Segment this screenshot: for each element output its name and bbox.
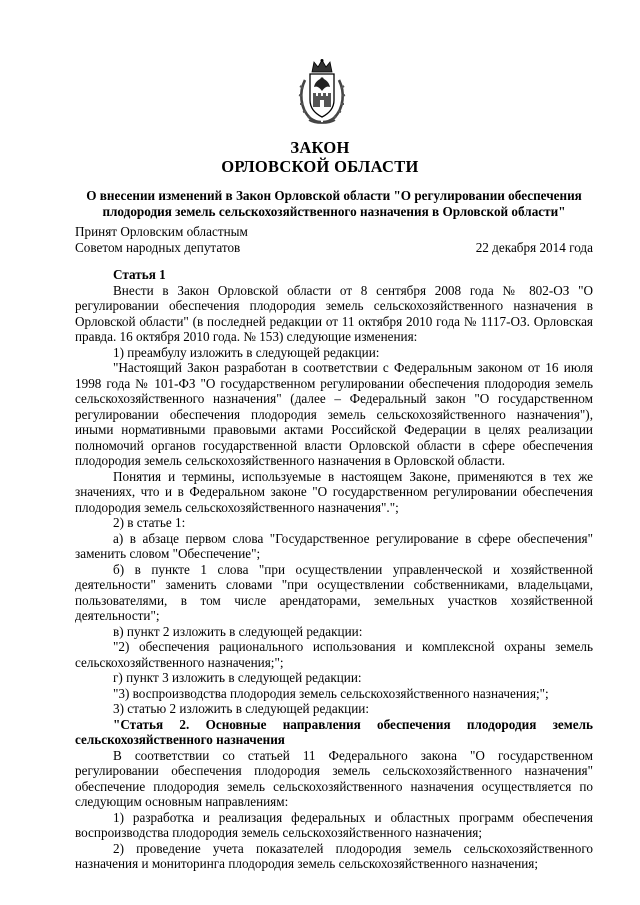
adopted-by-line1: Принят Орловским областным bbox=[75, 224, 248, 239]
paragraph: "Настоящий Закон разработан в соответствии с Федеральным законом от 16 июля 1998 года № 101-ФЗ "О государственном регулировании обеспечения плодородия земель сельскохозяйственного назначения" (далее – Федеральный закон "О государственном регулировании обеспечения плодородия земель сельскохозяйственного назначения"), иными нормативными правовыми актами Российской Федерации в целях реализации полномочий органов государственной власти Орловской области в сфере обеспечения плодородия земель сельскохозяйственного назначения в Орловской области. bbox=[75, 360, 593, 468]
law-subject-line2: плодородия земель сельскохозяйственного назначения в Орловской области" bbox=[102, 204, 566, 219]
paragraph: 1) разработка и реализация федеральных и областных программ обеспечения воспроизводства плодородия земель сельскохозяйственного назначения; bbox=[75, 809, 593, 840]
law-title bbox=[0, 138, 640, 176]
paragraph: "3) воспроизводства плодородия земель сельскохозяйственного назначения;"; bbox=[113, 685, 549, 701]
paragraph: В соответствии со статьей 11 Федерального закона "О государственном регулировании обеспечения плодородия земель сельскохозяйственного назначения" обеспечение плодородия земель сельскохозяйственного назначения осуществляется по следующим основным направлениям: bbox=[75, 747, 593, 809]
law-subject-line1: О внесении изменений в Закон Орловской области "О регулировании обеспечения bbox=[86, 188, 582, 203]
paragraph: б) в пункте 1 слова "при осуществлении управленческой и хозяйственной деятельности" заменить словами "при осуществлении собственниками, владельцами, пользователями, в том числе арендаторами, земельных участков хозяйственной деятельности"; bbox=[75, 561, 593, 623]
paragraph: а) в абзаце первом слова "Государственное регулирование в сфере обеспечения" заменить словом "Обеспечение"; bbox=[75, 530, 593, 561]
law-subject bbox=[75, 188, 593, 220]
paragraph: 2) в статье 1: bbox=[113, 515, 186, 530]
adoption-date: 22 декабря 2014 года bbox=[475, 239, 593, 255]
law-title-line2: ОРЛОВСКОЙ ОБЛАСТИ bbox=[221, 157, 419, 176]
coat-of-arms-icon bbox=[297, 58, 347, 126]
paragraph: Внести в Закон Орловской области от 8 сентября 2008 года № 802-ОЗ "О регулировании обеспечения плодородия земель сельскохозяйственного назначения в Орловской области" (в последней редакции от 11 октября 2010 года № 1117-ОЗ. Орловская правда. 16 октября 2010 года. № 153) следующие изменения: bbox=[75, 282, 593, 344]
law-title-line1: ЗАКОН bbox=[290, 138, 350, 157]
law-body bbox=[75, 267, 593, 872]
paragraph: 1) преамбулу изложить в следующей редакции: bbox=[113, 344, 380, 360]
paragraph: в) пункт 2 изложить в следующей редакции: bbox=[113, 623, 363, 639]
paragraph: "2) обеспечения рационального использования и комплексной охраны земель сельскохозяйственного назначения;"; bbox=[75, 639, 593, 670]
paragraph: 3) статью 2 изложить в следующей редакции: bbox=[113, 701, 369, 716]
paragraph: г) пункт 3 изложить в следующей редакции: bbox=[113, 670, 362, 685]
paragraph: 2) проведение учета показателей плодородия земель сельскохозяйственного назначения и мониторинга плодородия земель сельскохозяйственного назначения; bbox=[75, 840, 593, 871]
article-2-heading: "Статья 2. Основные направления обеспечения плодородия земель сельскохозяйственного назначения bbox=[75, 716, 593, 747]
article-heading: Статья 1 bbox=[113, 267, 166, 282]
paragraph: Понятия и термины, используемые в настоящем Законе, применяются в тех же значениях, что и в Федеральном законе "О государственном регулировании обеспечения плодородия земель сельскохозяйственного назначения"."; bbox=[75, 468, 593, 515]
adoption-info bbox=[75, 224, 593, 255]
adopted-by-line2: Советом народных депутатов bbox=[75, 239, 241, 255]
